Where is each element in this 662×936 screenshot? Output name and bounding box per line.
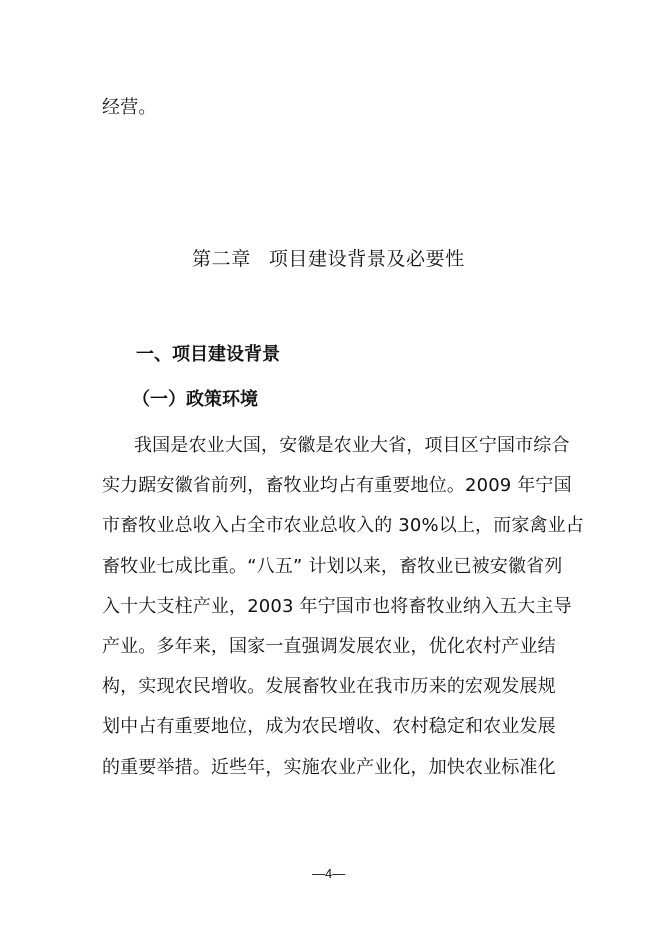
paragraph-line: 市畜牧业总收入占全市农业总收入的 30%以上，而家禽业占: [102, 515, 584, 537]
chapter-number: 第二章: [192, 248, 251, 270]
paragraph-line: 我国是农业大国，安徽是农业大省，项目区宁国市综合: [134, 435, 570, 456]
paragraph-line: 产业。多年来，国家一直强调发展农业，优化农村产业结: [102, 635, 556, 657]
chapter-name: 项目建设背景及必要性: [268, 248, 465, 270]
paragraph-line: 构，实现农民增收。发展畜牧业在我市历来的宏观发展规: [102, 676, 556, 698]
carryover-text: 经营。: [102, 97, 157, 118]
subsection-heading: （一）政策环境: [132, 389, 258, 410]
page-number: —4—: [312, 866, 346, 881]
paragraph-line: 入十大支柱产业，2003 年宁国市也将畜牧业纳入五大主导: [102, 595, 572, 617]
paragraph-line: 的重要举措。近些年，实施农业产业化，加快农业标准化: [102, 756, 556, 778]
section-heading: 一、项目建设背景: [136, 344, 280, 365]
paragraph-line: 实力踞安徽省前列，畜牧业均占有重要地位。2009 年宁国: [102, 475, 572, 497]
chapter-title: [192, 247, 465, 271]
paragraph-line: 划中占有重要地位，成为农民增收、农村稳定和农业发展: [102, 716, 556, 738]
paragraph-line: 畜牧业七成比重。“八五” 计划以来，畜牧业已被安徽省列: [102, 555, 563, 577]
body-paragraph: [102, 435, 584, 797]
